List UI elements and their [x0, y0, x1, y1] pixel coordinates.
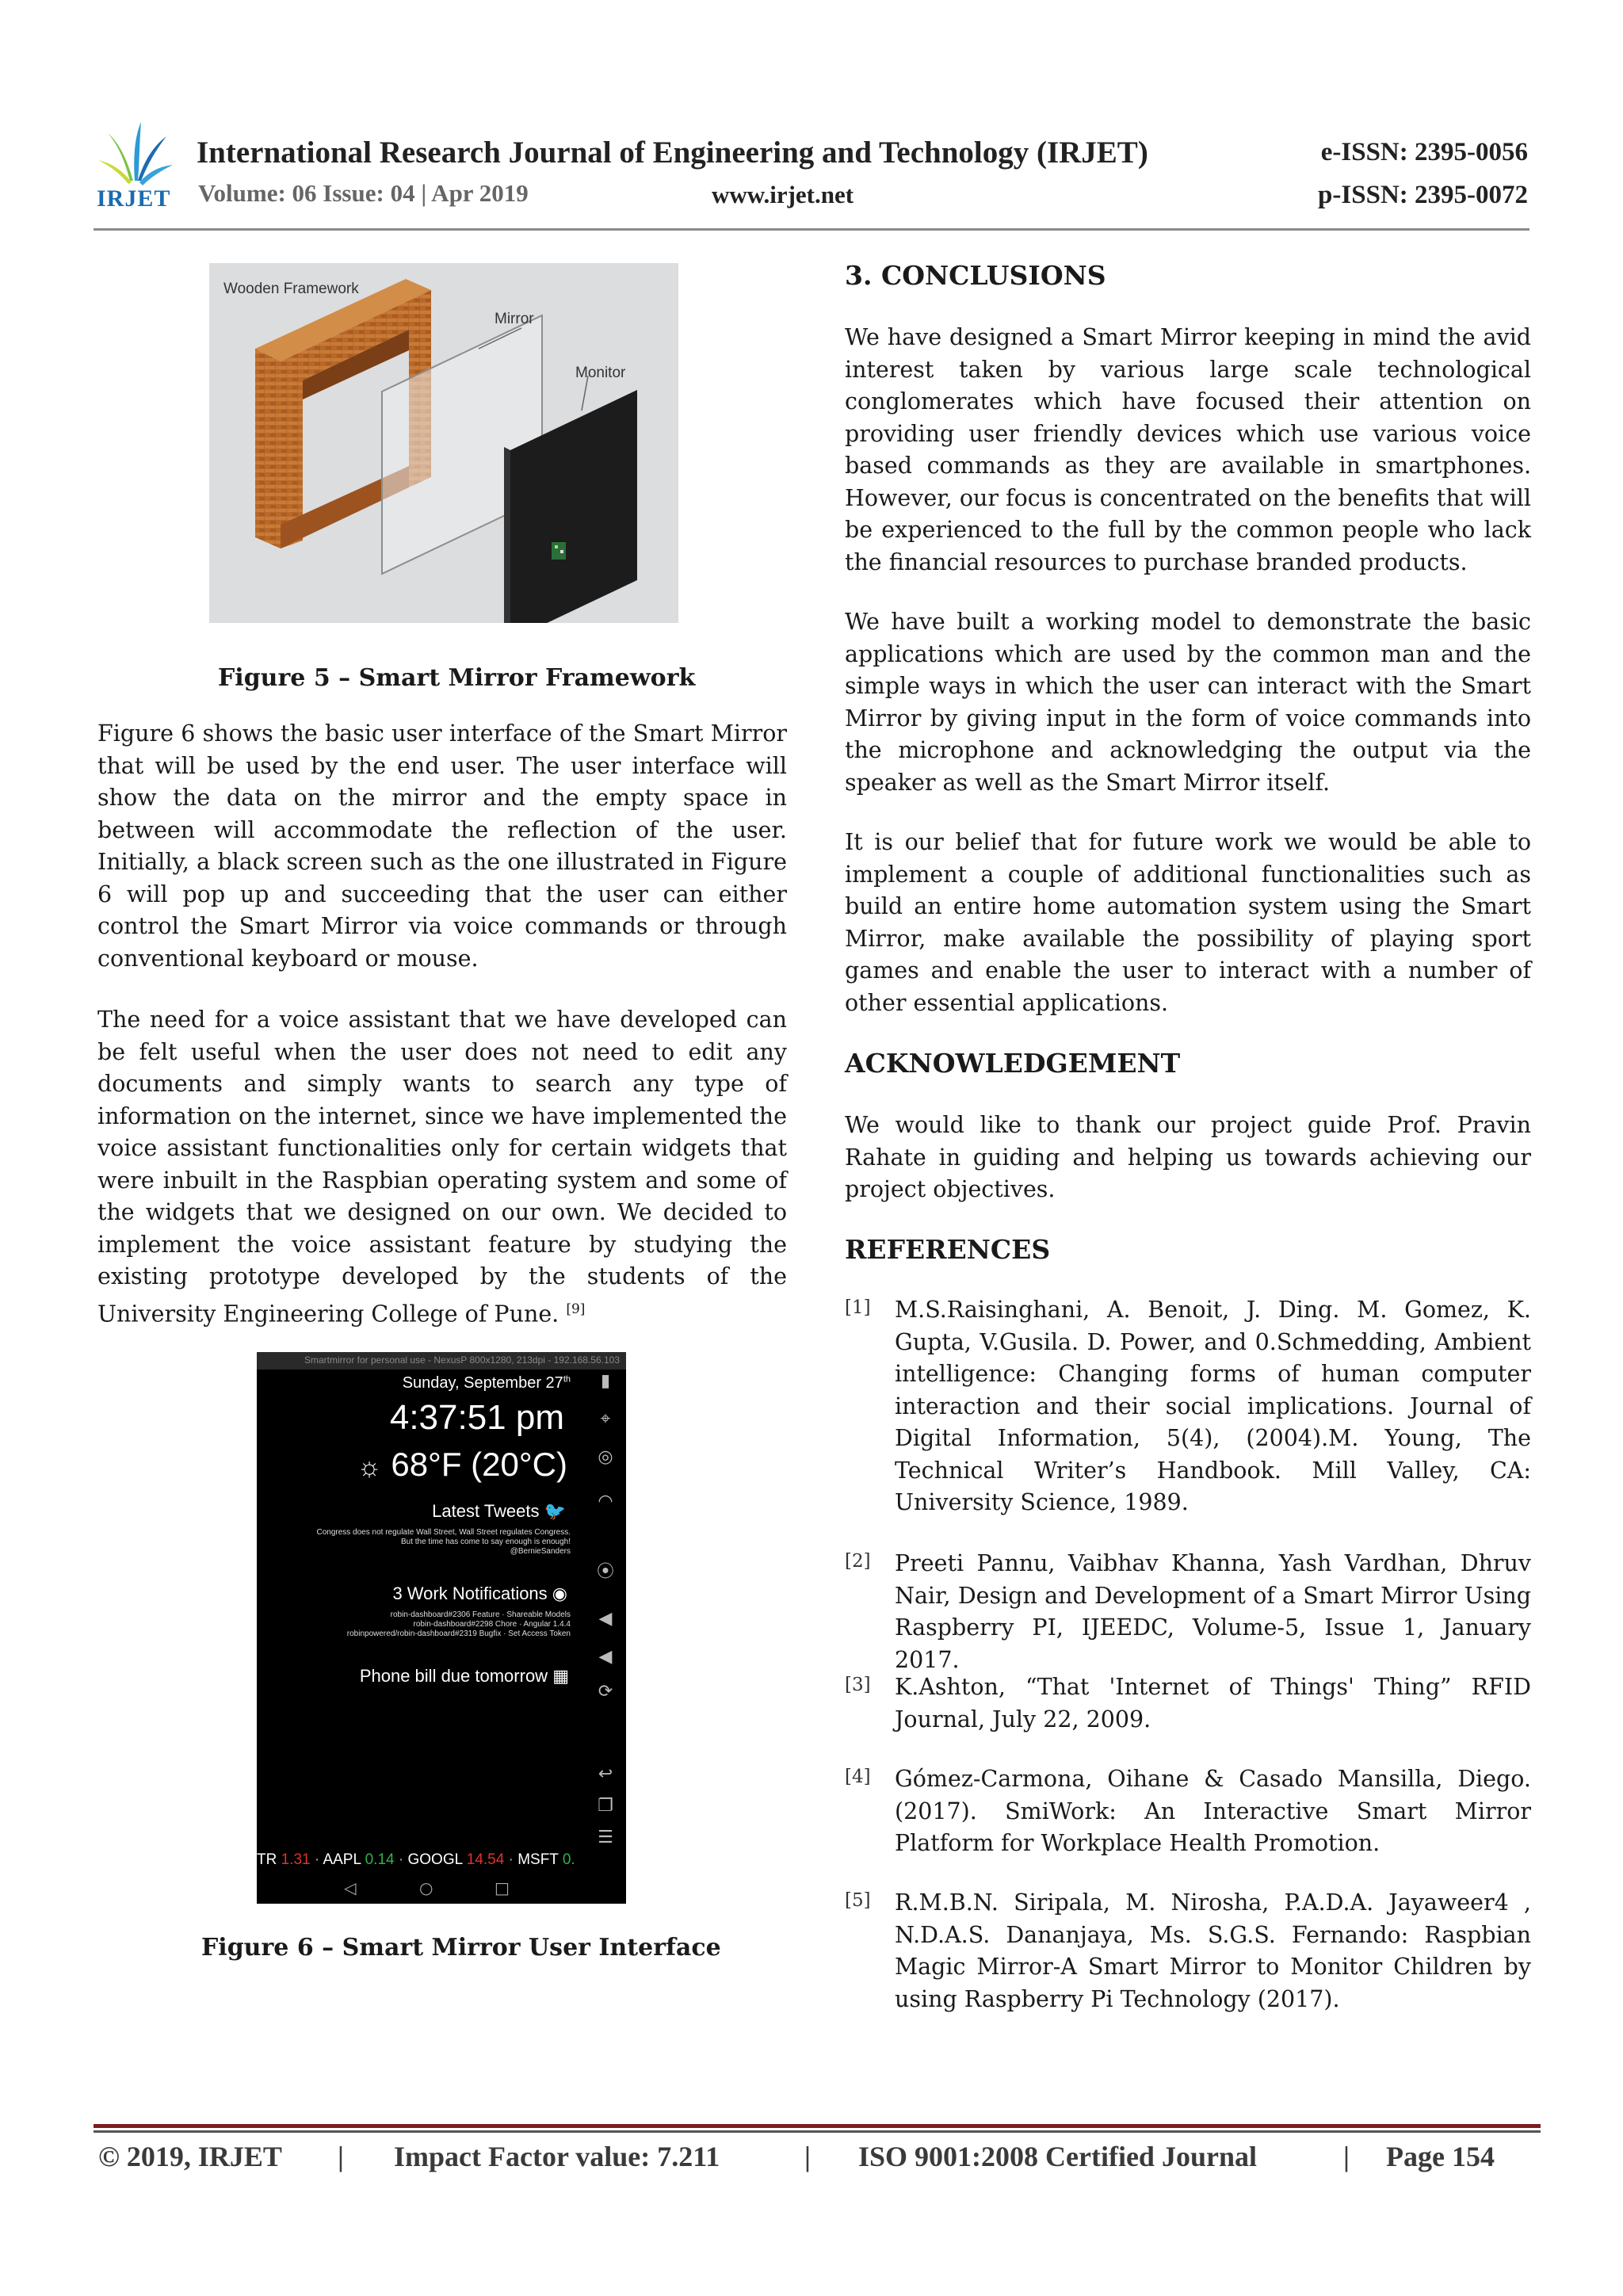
acknowledgement-paragraph: [845, 1110, 1531, 1206]
paragraph-voice-assistant: [97, 1004, 787, 1331]
reference-5: [845, 1887, 1531, 2015]
mirror-date-suffix: th: [563, 1374, 571, 1385]
tweet-author: @BernieSanders: [510, 1547, 571, 1556]
stock-ticker: [257, 1851, 575, 1869]
ticker-separator: ·: [504, 1851, 518, 1868]
volume-up-icon[interactable]: ◀: [598, 1609, 613, 1629]
reference-4: [845, 1763, 1531, 1860]
ticker-value: 0.: [562, 1851, 575, 1868]
reference-number: [1]: [845, 1297, 871, 1318]
reference-number: [2]: [845, 1551, 871, 1572]
mirror-date: [403, 1374, 571, 1392]
ticker-item: [407, 1851, 504, 1868]
journal-title: International Research Journal of Engineering and Technology (IRJET): [197, 136, 1148, 170]
recent-apps-icon[interactable]: ❐: [598, 1796, 613, 1816]
footer-page-number: Page 154: [1386, 2141, 1495, 2172]
ticker-separator: ·: [310, 1851, 323, 1868]
acknowledgement-heading: ACKNOWLEDGEMENT: [845, 1048, 1181, 1079]
footer-copyright: © 2019, IRJET: [98, 2141, 282, 2172]
rotate-icon[interactable]: ⟳: [598, 1682, 613, 1702]
figure-5-image: [209, 263, 678, 623]
tweet-line-1: Congress does not regulate Wall Street, Wall Street regulates Congress.: [316, 1528, 571, 1537]
reference-text: R.M.B.N. Siripala, M. Nirosha, P.A.D.A. Jayaweer4 , N.D.A.S. Dananjaya, Ms. S.G.S. Fernando: Raspbian Magic Mirror-A Smart Mirror to Monitor Children by using Raspberry Pi Technology (2017).: [895, 1889, 1531, 2012]
conclusions-paragraph-1: [845, 322, 1531, 579]
ticker-symbol: AAPL: [323, 1851, 365, 1868]
reference-text: Gómez-Carmona, Oihane & Casado Mansilla, Diego. (2017). SmiWork: An Interactive Smart Mirror Platform for Workplace Health Promotion.: [895, 1766, 1531, 1856]
ticker-item: [323, 1851, 394, 1868]
ticker-value: 0.14: [365, 1851, 395, 1868]
header-divider: [94, 228, 1529, 231]
reference-3: [845, 1671, 1531, 1736]
reference-number: [3]: [845, 1675, 871, 1695]
references-section: [845, 1234, 1531, 1265]
acknowledgement-section: [845, 1048, 1531, 1079]
menu-icon[interactable]: ☰: [598, 1828, 613, 1847]
footer-rule-bottom: [94, 2130, 1541, 2133]
voice-assistant-text: The need for a voice assistant that we have developed can be felt useful when the user does not need to edit any documents and simply wants to search any type of information on the internet, since we have implemented the voice assistant functionalities only for certain widgets that were inbuilt in the Raspbian operating system and some of the widgets that we designed on our own. We decided to implement the voice assistant feature by studying the existing prototype developed by the students of the University Engineering College of Pune.: [97, 1007, 787, 1327]
acknowledgement-text: We would like to thank our project guide Prof. Pravin Rahate in guiding and helping us towards achieving our project objectives.: [845, 1112, 1531, 1202]
wifi-icon: ◠: [598, 1492, 613, 1511]
footer-iso: ISO 9001:2008 Certified Journal: [858, 2141, 1257, 2172]
mirror-weather: [357, 1446, 568, 1484]
camera-icon: ◎: [598, 1447, 613, 1467]
notifications-title-text: 3 Work Notifications: [392, 1584, 548, 1603]
reference-1: [845, 1294, 1531, 1519]
journal-website[interactable]: www.irjet.net: [712, 181, 854, 208]
volume-down-icon[interactable]: ◀: [598, 1647, 613, 1667]
conclusions-paragraph-2: [845, 606, 1531, 799]
conclusions-text-1: We have designed a Smart Mirror keeping in mind the avid interest taken by various large scale technological conglomerates which have focused their attention on providing user friendly devices which use various voice based commands as they are available in smartphones. However, our focus is concentrated on the benefits that will be experienced to the full by the common people who lack the financial resources to purchase branded products.: [845, 324, 1531, 575]
ticker-item: [257, 1851, 311, 1868]
nav-recents-icon[interactable]: □: [495, 1878, 510, 1897]
reference-number: [4]: [845, 1767, 871, 1787]
mirror-date-text: Sunday, September 27: [402, 1374, 563, 1392]
ticker-symbol: GOOGL: [407, 1851, 467, 1868]
footer-separator: |: [1343, 2141, 1350, 2172]
figure-6-caption: Figure 6 – Smart Mirror User Interface: [201, 1934, 721, 1962]
conclusions-heading: 3. CONCLUSIONS: [845, 260, 1106, 291]
e-issn: e-ISSN: 2395-0056: [1320, 138, 1528, 166]
mirror-weather-text: 68°F (20°C): [391, 1446, 567, 1483]
footer-separator: |: [804, 2141, 811, 2172]
reference-text: M.S.Raisinghani, A. Benoit, J. Ding. M. Gomez, K. Gupta, V.Gusila. D. Power, and 0.Schmedding, Ambient intelligence: Changing forms of human computer interaction and their social implications. Journal of Digital Information, 5(4), (2004).M. Young, The Technical Writer’s Handbook. Mill Valley, CA: University Science, 1989.: [895, 1297, 1531, 1515]
notification-3: robinpowered/robin-dashboard#2319 Bugfix · Set Access Token: [346, 1629, 571, 1638]
reference-2: [845, 1548, 1531, 1676]
logo-text: IRJET: [97, 185, 171, 212]
conclusions-text-2: We have built a working model to demonstrate the basic applications which are used by the common man and the simple ways in which the user can interact with the Smart Mirror by giving input in the form of voice commands into the microphone and acknowledging the output via the speaker as well as the Smart Mirror itself.: [845, 609, 1531, 796]
left-paragraph-2: [97, 1004, 787, 1331]
references-heading: REFERENCES: [845, 1234, 1051, 1265]
figure-6-image: [257, 1352, 626, 1904]
battery-icon: ▮: [600, 1371, 611, 1391]
conclusions-paragraph-3: [845, 827, 1531, 1019]
sun-icon: ☼: [357, 1452, 382, 1482]
reference-text: Preeti Pannu, Vaibhav Khanna, Yash Vardhan, Dhruv Nair, Design and Development of a Smart Mirror Using Raspberry PI, IJEEDC, Volume-5, Issue 1, January 2017.: [895, 1550, 1531, 1673]
label-wooden-framework: Wooden Framework: [223, 281, 359, 297]
reference-text: K.Ashton, “That 'Internet of Things' Thing” RFID Journal, July 22, 2009.: [895, 1674, 1531, 1733]
nav-back-icon[interactable]: ◁: [344, 1878, 357, 1897]
footer-rule-top: [94, 2124, 1541, 2128]
notification-2: robin-dashboard#2298 Chore · Angular 1.4.4: [413, 1620, 571, 1629]
notification-1: robin-dashboard#2306 Feature · Shareable Models: [390, 1610, 571, 1619]
label-monitor: Monitor: [575, 365, 626, 381]
back-icon[interactable]: ↩: [598, 1764, 613, 1784]
tweets-title-text: Latest Tweets: [432, 1501, 540, 1521]
ticker-symbol: TR: [257, 1851, 281, 1868]
tweet-line-2: But the time has come to say enough is enough!: [400, 1538, 571, 1546]
page-header: [95, 119, 1528, 222]
conclusions-section: [845, 260, 1531, 291]
smart-mirror-framework-illustration: [209, 263, 678, 623]
gps-icon: ⌖: [600, 1409, 611, 1429]
paragraph-figure6-intro: Figure 6 shows the basic user interface of the Smart Mirror that will be used by the end user. The user interface will show the data on the mirror and the empty space in between will accommodate the reflection of the user. Initially, a black screen such as the one illustrated in Figure 6 will pop up and succeeding that the user can either control the Smart Mirror via voice commands or through conventional keyboard or mouse.: [97, 720, 787, 972]
left-paragraph-1: [97, 718, 787, 975]
p-issn: p-ISSN: 2395-0072: [1318, 181, 1528, 209]
reminder: [360, 1666, 569, 1687]
label-mirror: Mirror: [495, 311, 534, 327]
twitter-bird-icon: 🐦: [544, 1501, 566, 1521]
ticker-separator: ·: [394, 1851, 408, 1868]
mirror-clock: 4:37:51 pm: [389, 1398, 564, 1437]
reference-number: [5]: [845, 1890, 871, 1911]
nav-home-icon[interactable]: ○: [419, 1878, 433, 1897]
window-title-bar: [257, 1352, 626, 1370]
window-title: Smartmirror for personal use - NexusP 800x1280, 213dpi - 192.168.56.103: [304, 1354, 621, 1366]
figure-5-caption: Figure 5 – Smart Mirror Framework: [218, 664, 696, 692]
footer-separator: |: [338, 2141, 344, 2172]
tweets-title: [432, 1501, 566, 1522]
ticker-value: 14.54: [466, 1851, 505, 1868]
notifications-title: [392, 1584, 567, 1604]
footer-impact-factor: Impact Factor value: 7.211: [394, 2141, 720, 2172]
github-icon: ◉: [552, 1584, 567, 1603]
reminder-text: Phone bill due tomorrow: [359, 1666, 548, 1686]
ticker-value: 1.31: [281, 1851, 311, 1868]
conclusions-text-3: It is our belief that for future work we would be able to implement a couple of additional functionalities such as build an entire home automation system using the Smart Mirror, make available the possibility of playing sport games and enable the user to interact with a number of other essential applications.: [845, 829, 1531, 1016]
citation-9[interactable]: [9]: [566, 1301, 586, 1317]
ticker-item: [517, 1851, 575, 1868]
signal-icon: ⦿: [596, 1562, 614, 1582]
calendar-icon: ▦: [552, 1666, 569, 1686]
ticker-symbol: MSFT: [517, 1851, 563, 1868]
volume-issue: Volume: 06 Issue: 04 | Apr 2019: [198, 179, 529, 207]
